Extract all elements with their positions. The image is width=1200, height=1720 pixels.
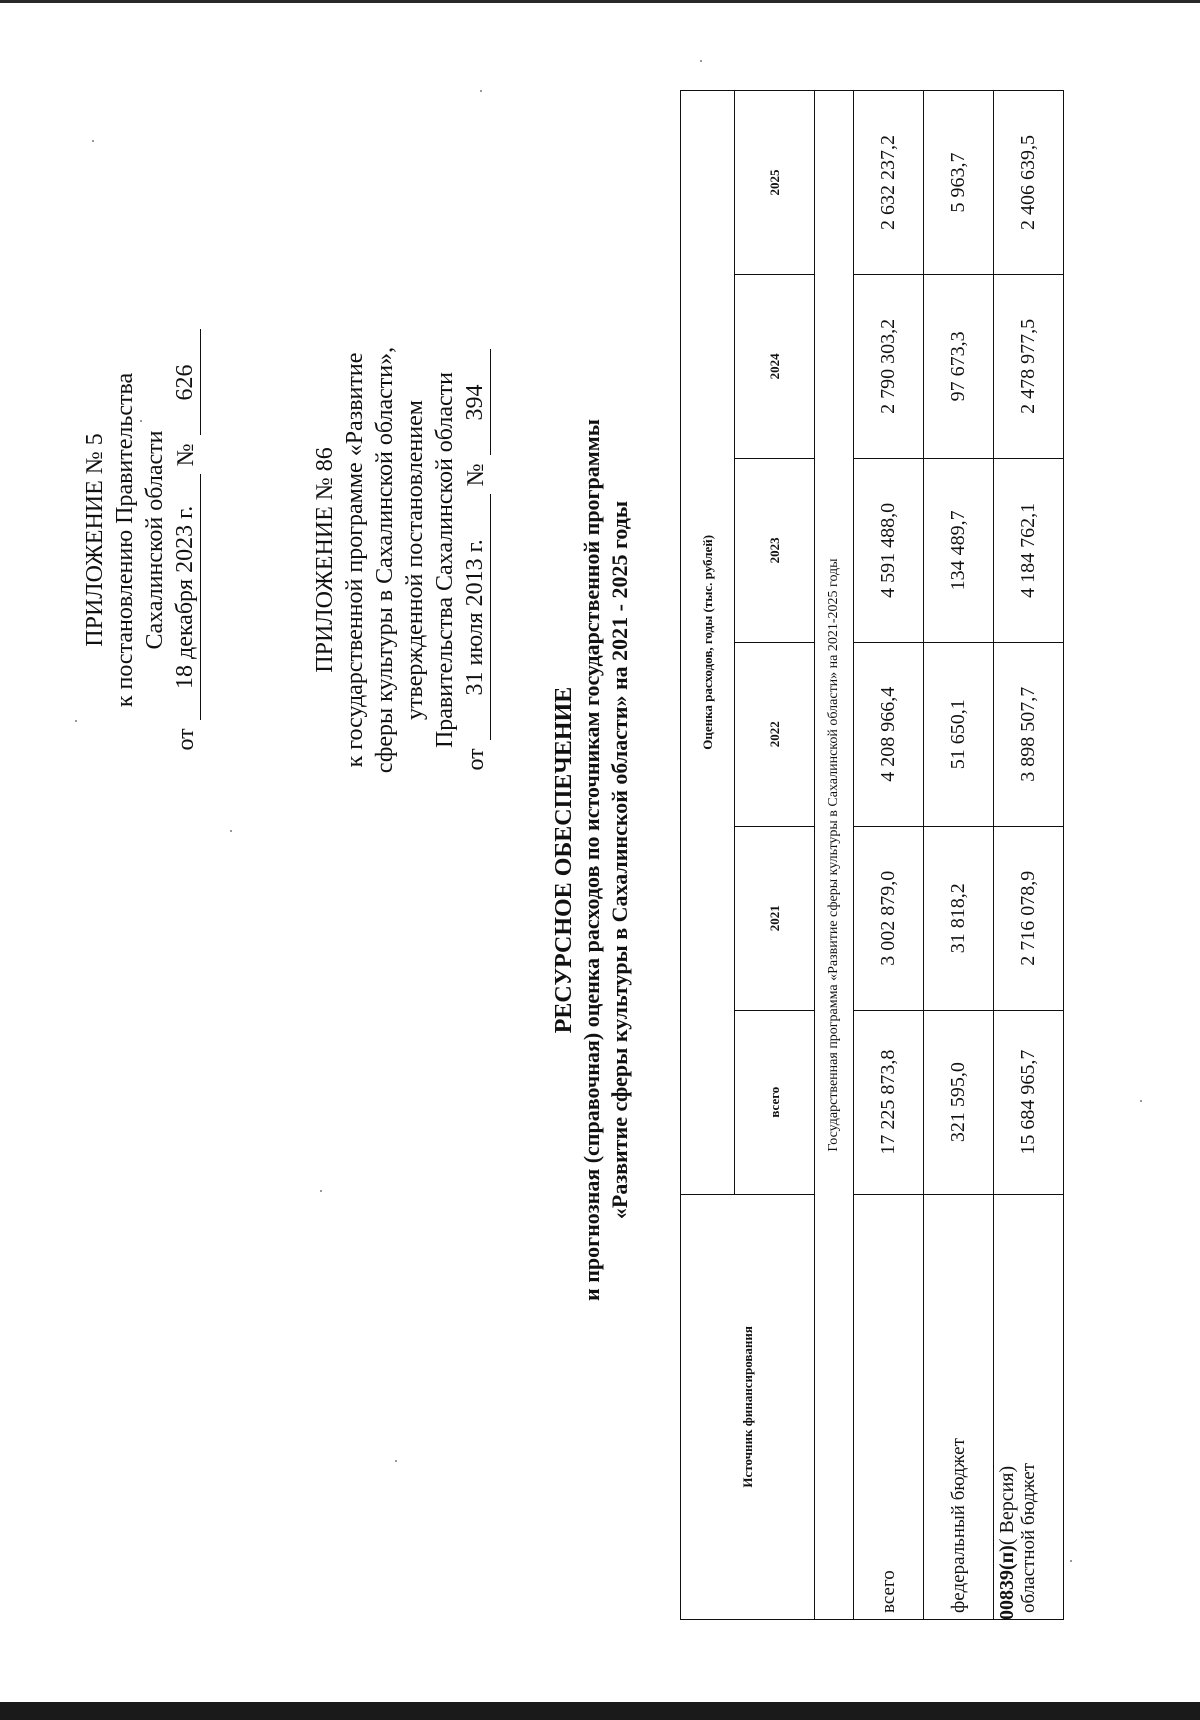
table-cell: 2 632 237,2 (854, 91, 924, 275)
scan-speck (140, 420, 142, 422)
header-year-2023: 2023 (735, 458, 815, 642)
table-cell: 97 673,3 (924, 274, 994, 458)
appendix-86-line2: сферы культуры в Сахалинской области», (372, 346, 398, 774)
document-footer (996, 1466, 1019, 1620)
header-year-2021: 2021 (735, 826, 815, 1010)
heading-line1: РЕСУРСНОЕ ОБЕСПЕЧЕНИЕ (551, 686, 577, 1034)
table-cell: 2 478 977,5 (994, 274, 1064, 458)
table-row (854, 91, 924, 1620)
table-row (924, 91, 994, 1620)
table-cell: 51 650,1 (924, 642, 994, 826)
table-cell: 3 898 507,7 (994, 642, 1064, 826)
table-cell: 134 489,7 (924, 458, 994, 642)
footer-code: 00839(п) (996, 1545, 1018, 1620)
header-year-2024: 2024 (735, 274, 815, 458)
appendix-5-date: 18 декабря 2023 г. (170, 474, 201, 720)
scan-speck (395, 1460, 397, 1462)
header-year-2025: 2025 (735, 91, 815, 275)
table-cell: 2 716 078,9 (994, 826, 1064, 1010)
table-cell: 4 208 966,4 (854, 642, 924, 826)
scan-speck (75, 720, 77, 722)
document-heading (550, 180, 634, 1540)
appendix-5-block (80, 310, 201, 770)
appendix-5-date-row (170, 310, 201, 770)
table-cell: 31 818,2 (924, 826, 994, 1010)
appendix-5-title: ПРИЛОЖЕНИЕ № 5 (82, 433, 108, 647)
header-year-2022: 2022 (735, 642, 815, 826)
appendix-86-line3: утвержденной постановлением (402, 400, 428, 720)
scan-speck (700, 60, 702, 62)
table-cell: 2 406 639,5 (994, 91, 1064, 275)
table-cell: 321 595,0 (924, 1010, 994, 1194)
scan-speck (1070, 1560, 1072, 1562)
row-label: областной бюджет (994, 1194, 1064, 1619)
table-cell: 4 184 762,1 (994, 458, 1064, 642)
footer-version: ( Версия) (996, 1465, 1018, 1546)
scan-edge-bottom (0, 1702, 1200, 1720)
appendix-86-title: ПРИЛОЖЕНИЕ № 86 (312, 447, 338, 673)
row-label: всего (854, 1194, 924, 1619)
table-cell: 4 591 488,0 (854, 458, 924, 642)
appendix-86-line1: к государственной программе «Развитие (342, 352, 368, 768)
appendix-86-block (310, 280, 491, 840)
appendix-86-number: 394 (460, 349, 491, 455)
table-cell: 5 963,7 (924, 91, 994, 275)
table-cell: 3 002 879,0 (854, 826, 924, 1010)
header-group: Оценка расходов, годы (тыс. рублей) (681, 91, 735, 1195)
header-year-total: всего (735, 1010, 815, 1194)
table-row (994, 91, 1064, 1620)
heading-line3: «Развитие сферы культуры в Сахалинской области» на 2021 - 2025 годы (607, 500, 632, 1220)
heading-line2: и прогнозная (справочная) оценка расходов по источникам государственной программы (579, 419, 604, 1301)
appendix-86-date: 31 июля 2013 г. (460, 494, 491, 740)
appendix-86-date-row (460, 280, 491, 840)
program-row: Государственная программа «Развитие сферы культуры в Сахалинской области» на 2021-2025 годы (815, 91, 854, 1620)
table-cell: 15 684 965,7 (994, 1010, 1064, 1194)
header-source: Источник финансирования (681, 1194, 815, 1619)
scan-speck (1140, 1100, 1142, 1102)
scan-speck (92, 140, 94, 142)
scan-speck (480, 90, 482, 92)
table-cell: 17 225 873,8 (854, 1010, 924, 1194)
appendix-86-ot: от (463, 748, 489, 771)
rotated-document-page (60, 60, 1040, 1660)
appendix-5-number: 626 (170, 329, 201, 435)
scan-speck (320, 1190, 322, 1192)
appendix-5-ot: от (173, 728, 199, 751)
appendix-86-line4: Правительства Сахалинской области (432, 371, 458, 749)
appendix-86-no: № (463, 463, 489, 487)
scan-edge-top (0, 0, 1200, 3)
table-cell: 2 790 303,2 (854, 274, 924, 458)
appendix-5-no: № (173, 443, 199, 467)
row-label: федеральный бюджет (924, 1194, 994, 1619)
resource-table (680, 90, 1064, 1620)
scan-speck (230, 830, 232, 832)
appendix-5-line2: Сахалинской области (142, 430, 168, 650)
appendix-5-line1: к постановлению Правительства (112, 372, 138, 708)
